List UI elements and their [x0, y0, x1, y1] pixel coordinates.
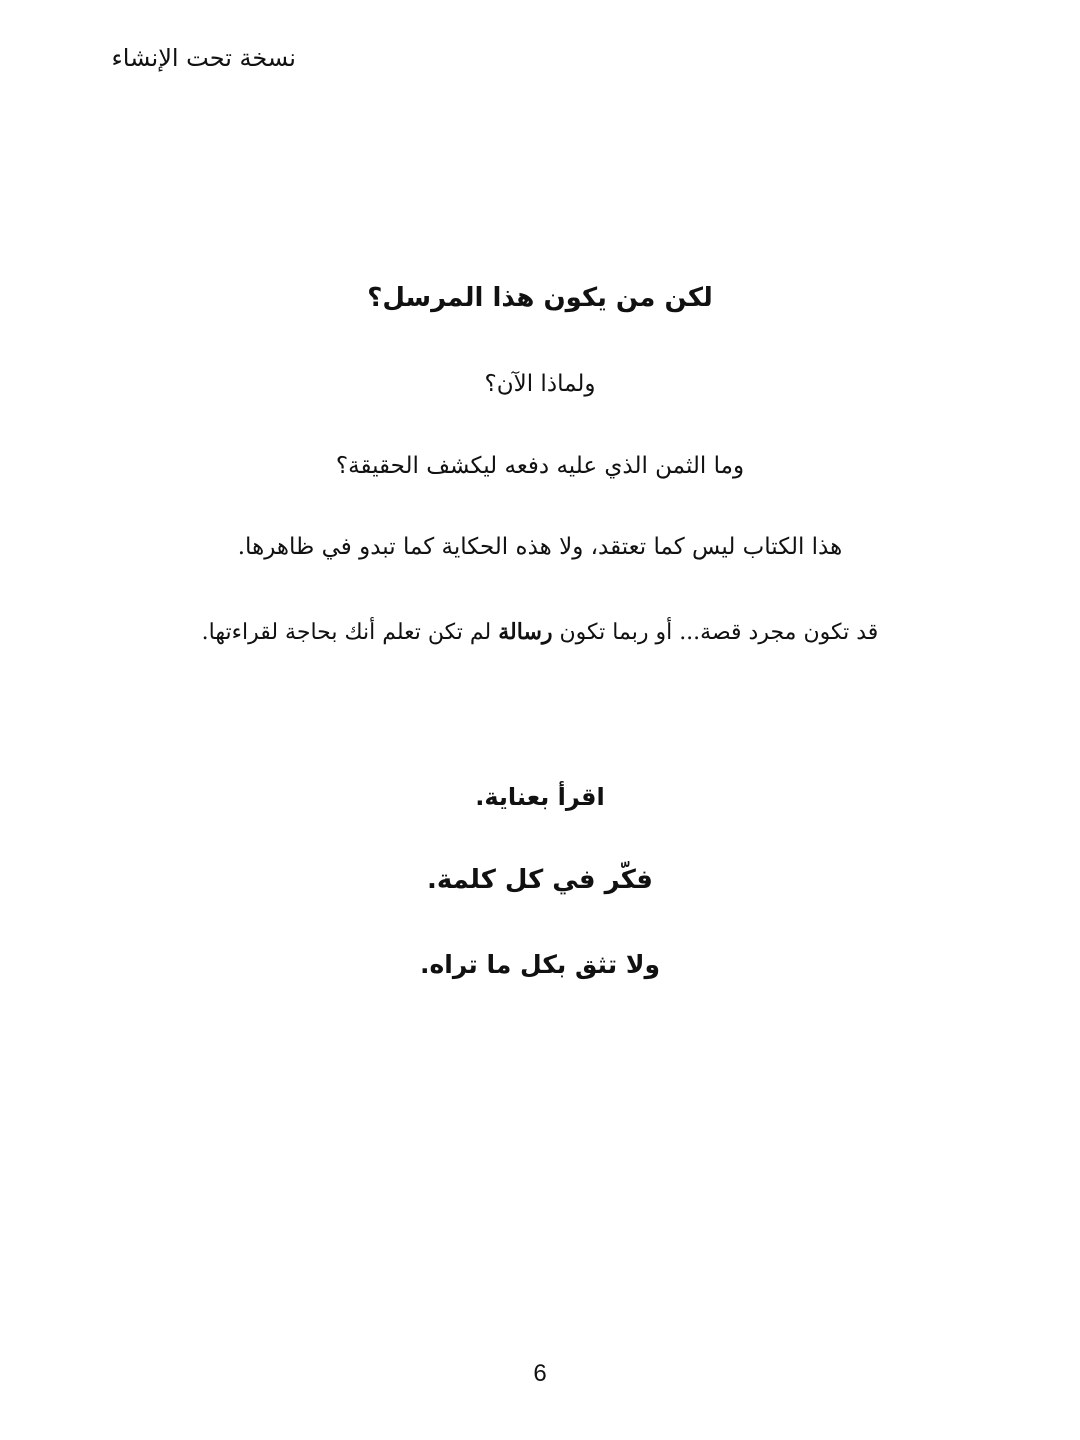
page-number: 6 [533, 1360, 547, 1387]
line5-bold-word: رسالة [498, 619, 553, 645]
question-line-2: ولماذا الآن؟ [484, 371, 596, 397]
line5-part1: قد تكون مجرد قصة... أو ربما تكون [552, 620, 879, 645]
question-line-3: وما الثمن الذي عليه دفعه ليكشف الحقيقة؟ [335, 453, 745, 479]
instruction-trust: ولا تثق بكل ما تراه. [420, 950, 660, 979]
line5-part2: لم تكن تعلم أنك بحاجة لقراءتها. [201, 620, 499, 645]
header-note: نسخة تحت الإنشاء [111, 44, 296, 72]
paragraph-line-5 [0, 612, 1080, 653]
paragraph-line-4: هذا الكتاب ليس كما تعتقد، ولا هذه الحكاية كما تبدو في ظاهرها. [237, 534, 843, 560]
question-heading: لكن من يكون هذا المرسل؟ [367, 283, 713, 313]
instruction-read: اقرأ بعناية. [475, 783, 605, 811]
instruction-think: فكّر في كل كلمة. [427, 865, 653, 895]
